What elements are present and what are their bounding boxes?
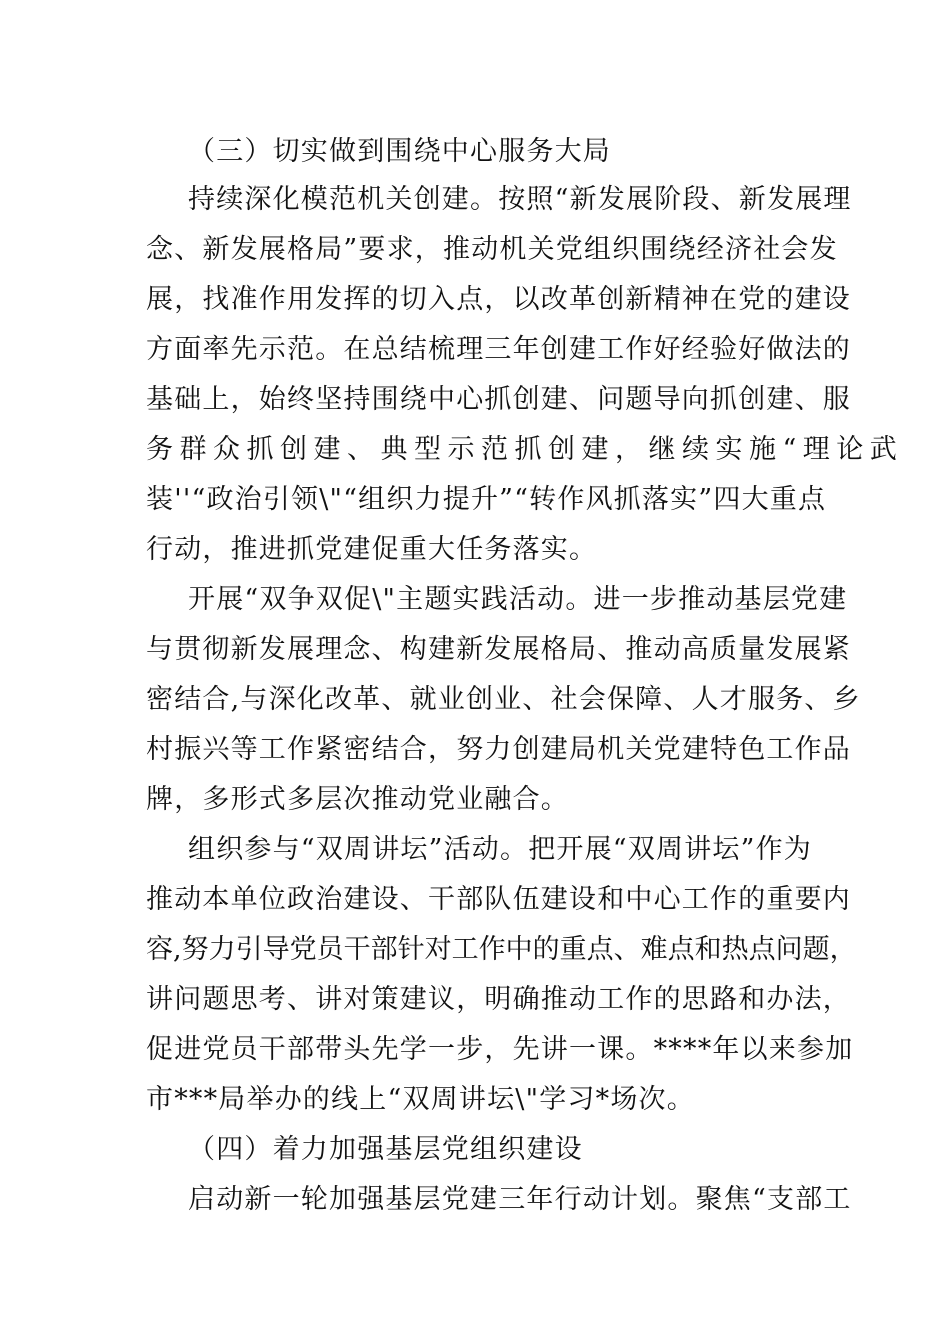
paragraph-line: 展，找准作用发挥的切入点，以改革创新精神在党的建设 [146, 284, 851, 315]
section-heading-4: （四）着力加强基层党组织建设 [188, 1134, 583, 1165]
paragraph-line: 容,努力引导党员干部针对工作中的重点、难点和热点问题， [146, 934, 857, 965]
section-heading-3: （三）切实做到围绕中心服务大局 [188, 136, 611, 167]
paragraph-line: 行动，推进抓党建促重大任务落实。 [146, 534, 598, 565]
paragraph-line: 牌，多形式多层次推动党业融合。 [146, 784, 569, 815]
paragraph-line: 与贯彻新发展理念、构建新发展格局、推动高质量发展紧 [146, 634, 851, 665]
paragraph-line: 密结合,与深化改革、就业创业、社会保障、人才服务、乡 [146, 684, 861, 715]
paragraph-line: 持续深化模范机关创建。按照“新发展阶段、新发展理 [188, 184, 852, 215]
paragraph-line: 促进党员干部带头先学一步，先讲一课。****年以来参加 [146, 1034, 854, 1065]
paragraph-line: 开展“双争双促\"主题实践活动。进一步推动基层党建 [188, 584, 848, 615]
paragraph-line: 启动新一轮加强基层党建三年行动计划。聚焦“支部工 [188, 1184, 852, 1215]
paragraph-line: 组织参与“双周讲坛”活动。把开展“双周讲坛”作为 [188, 834, 813, 865]
paragraph-line: 市***局举办的线上“双周讲坛\"学习*场次。 [146, 1084, 695, 1115]
paragraph-line: 讲问题思考、讲对策建议，明确推动工作的思路和办法， [146, 984, 851, 1015]
paragraph-line: 基础上，始终坚持围绕中心抓创建、问题导向抓创建、服 [146, 384, 851, 415]
paragraph-line: 务群众抓创建、典型示范抓创建，继续实施“理论武 [146, 434, 904, 465]
paragraph-line: 装''“政治引领\"“组织力提升”“转作风抓落实”四大重点 [146, 484, 827, 515]
paragraph-line: 念、新发展格局”要求，推动机关党组织围绕经济社会发 [146, 234, 838, 265]
paragraph-line: 推动本单位政治建设、干部队伍建设和中心工作的重要内 [146, 884, 851, 915]
paragraph-line: 方面率先示范。在总结梳理三年创建工作好经验好做法的 [146, 334, 851, 365]
paragraph-line: 村振兴等工作紧密结合，努力创建局机关党建特色工作品 [146, 734, 851, 765]
